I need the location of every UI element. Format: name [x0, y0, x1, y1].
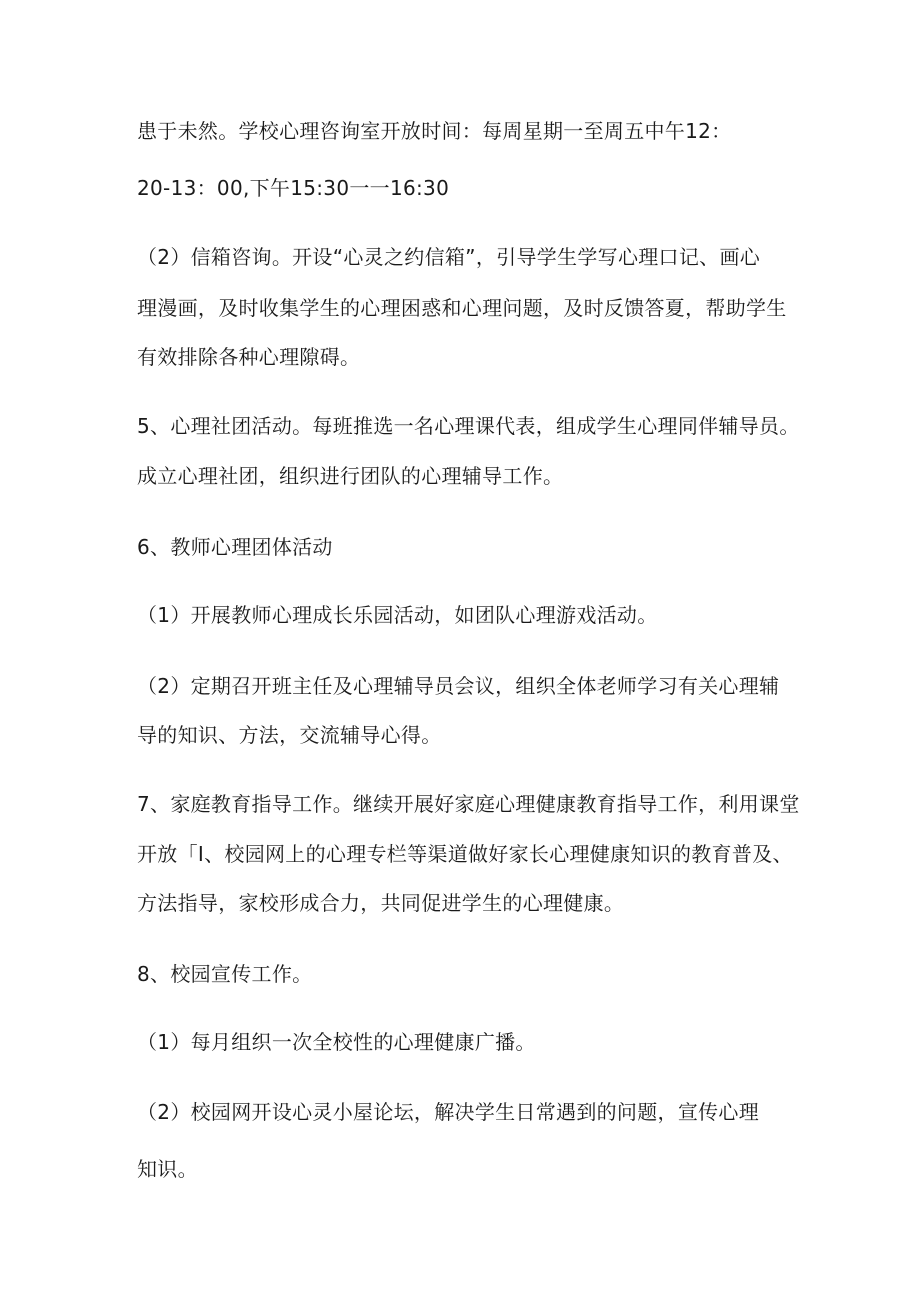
text-line: 8、校园宣传工作。: [137, 962, 313, 986]
text-line: 6、教师心理团体活动: [137, 535, 333, 559]
text-line: 患于未然。学校心理咨询室开放时间：每周星期一至周五中午12：: [137, 119, 732, 143]
text-line: 20-13：00,下午15:30一一16:30: [137, 176, 450, 200]
text-line: 理漫画，及时收集学生的心理困惑和心理问题，及时反馈答夏，帮助学生: [137, 296, 787, 320]
text-line: 5、心理社团活动。每班推选一名心理课代表，组成学生心理同伴辅导员。: [137, 414, 800, 438]
text-line: （1）每月组织一次全校性的心理健康广播。: [137, 1030, 536, 1054]
text-line: 成立心理社团，组织进行团队的心理辅导工作。: [137, 464, 564, 488]
text-line: 知识。: [137, 1157, 198, 1181]
text-line: 导的知识、方法，交流辅导心得。: [137, 723, 442, 747]
text-line: 开放「I、校园网上的心理专栏等渠道做好家长心理健康知识的教育普及、: [137, 842, 793, 866]
text-line: （2）定期召开班主任及心理辅导员会议，组织全体老师学习有关心理辅: [137, 674, 780, 698]
text-line: （2）信箱咨询。开设“心灵之约信箱”，引导学生学写心理口记、画心: [137, 245, 761, 269]
text-line: （1）开展教师心理成长乐园活动，如团队心理游戏活动。: [137, 603, 658, 627]
text-line: 7、家庭教育指导工作。继续开展好家庭心理健康教育指导工作，利用课堂: [137, 792, 800, 816]
text-line: （2）校园网开设心灵小屋论坛，解决学生日常遇到的问题，宣传心理: [137, 1100, 760, 1124]
text-line: 有效排除各种心理隙碍。: [137, 345, 361, 369]
text-line: 方法指导，家校形成合力，共同促进学生的心理健康。: [137, 891, 625, 915]
